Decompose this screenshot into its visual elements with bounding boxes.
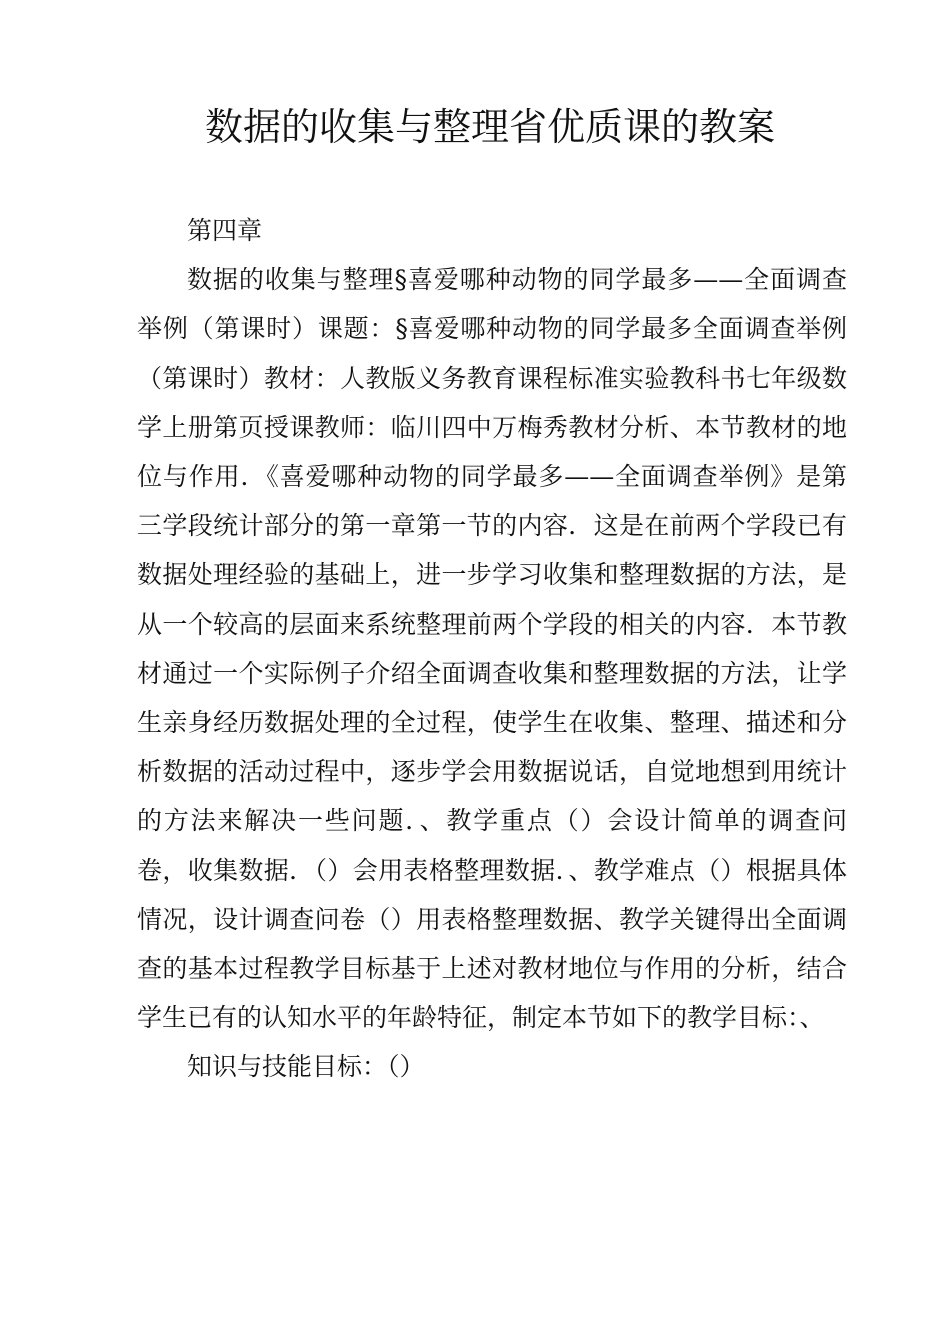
objectives-heading: 知识与技能目标：（）: [187, 1052, 425, 1082]
chapter-heading: 第四章: [187, 216, 263, 245]
document-body: [137, 206, 847, 1092]
body-paragraph: 数据的收集与整理§喜爱哪种动物的同学最多——全面调查举例（第课时）课题：§喜爱哪种动物的同学最多全面调查举例（第课时）教材：人教版义务教育课程标准实验教科书七年级数学上册第页授课教师：临川四中万梅秀教材分析、本节教材的地位与作用．《喜爱哪种动物的同学最多——全面调查举例》是第三学段统计部分的第一章第一节的内容．这是在前两个学段已有数据处理经验的基础上，进一步学习收集和整理数据的方法，是从一个较高的层面来系统整理前两个学段的相关的内容．本节教材通过一个实际例子介绍全面调查收集和整理数据的方法，让学生亲身经历数据处理的全过程，使学生在收集、整理、描述和分析数据的活动过程中，逐步学会用数据说话，自觉地想到用统计的方法来解决一些问题．、教学重点（）会设计简单的调查问卷，收集数据．（）会用表格整理数据．、教学难点（）根据具体情况，设计调查问卷（）用表格整理数据、教学关键得出全面调查的基本过程教学目标基于上述对教材地位与作用的分析，结合学生已有的认知水平的年龄特征，制定本节如下的教学目标：、: [137, 265, 847, 1033]
document-title: 数据的收集与整理省优质课的教案: [204, 105, 775, 149]
